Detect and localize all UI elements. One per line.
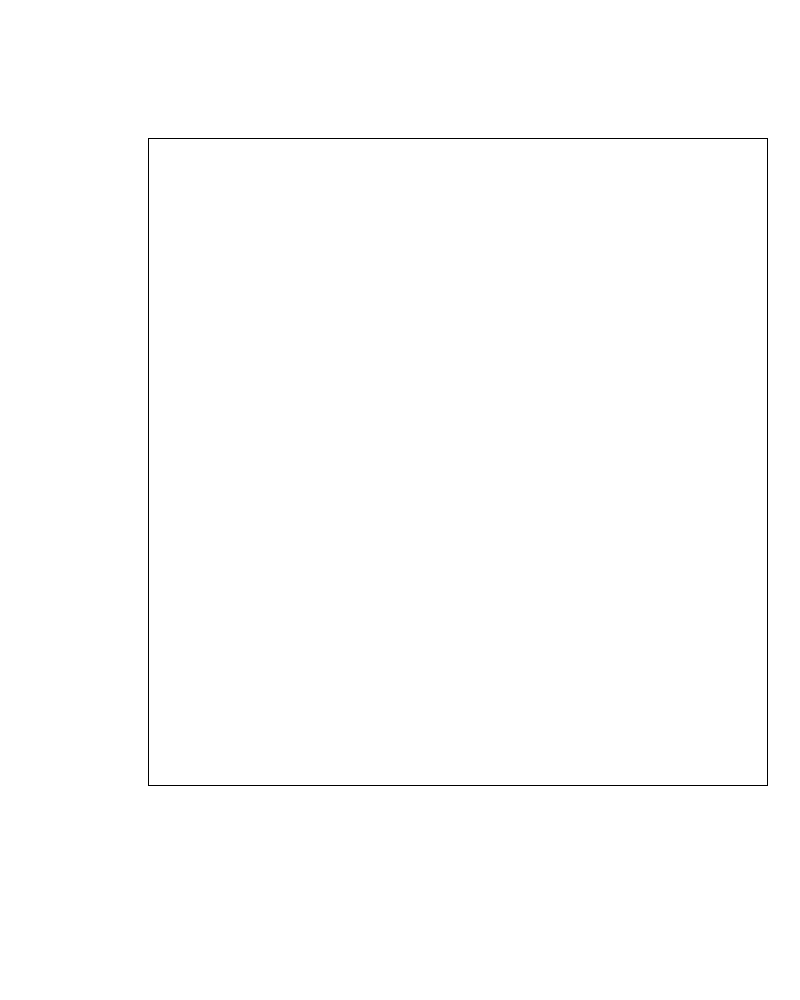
time-axis-bottom bbox=[148, 890, 768, 946]
time-axis-top bbox=[148, 80, 768, 136]
y-axis-labels bbox=[60, 138, 148, 786]
meteogram-plot bbox=[148, 138, 768, 786]
